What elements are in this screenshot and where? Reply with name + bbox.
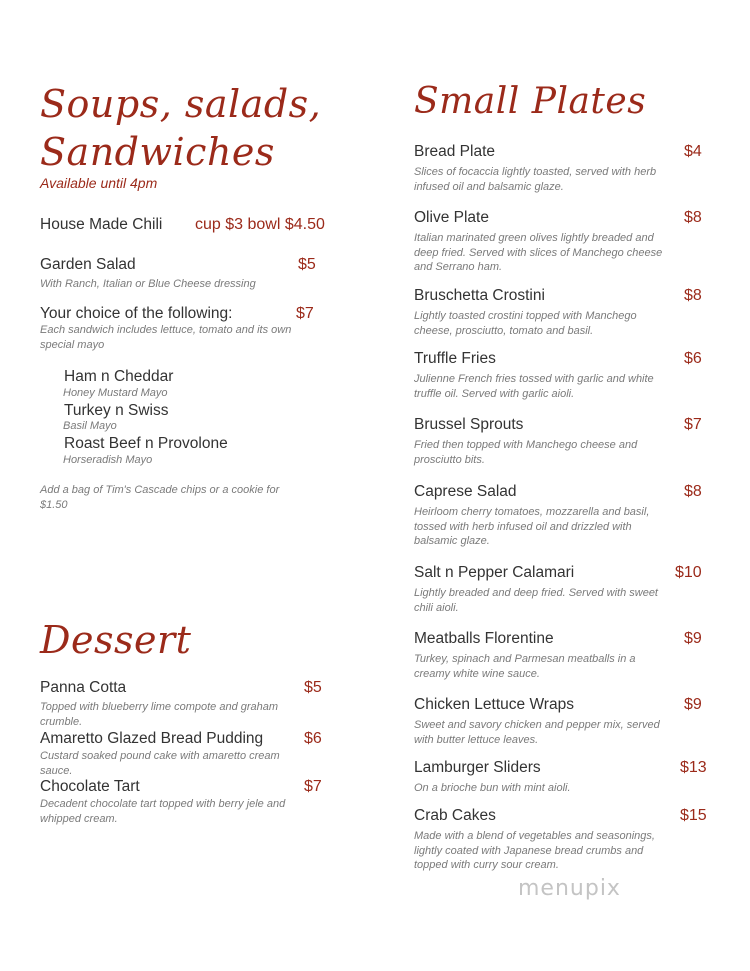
small-plate-desc-line: Slices of focaccia lightly toasted, served with herb bbox=[414, 166, 657, 178]
small-plate-price: $15 bbox=[680, 807, 707, 824]
heading-soups-salads: Soups, salads, bbox=[40, 82, 322, 126]
small-plate-desc-line: cheese, prosciutto, tomato and basil. bbox=[414, 324, 594, 337]
item-desc-garden-salad: With Ranch, Italian or Blue Cheese dressing bbox=[40, 278, 256, 290]
small-plate-desc-line: lightly coated with Japanese bread crumbs and bbox=[414, 844, 644, 857]
small-plate-desc-line: deep fried. Served with slices of Manchego cheese bbox=[414, 246, 663, 259]
heading-small-plates: Small Plates bbox=[414, 81, 647, 122]
item-name-house-made-chili: House Made Chili bbox=[40, 216, 163, 233]
small-plate-desc-line: Lightly breaded and deep fried. Served with sweet bbox=[414, 587, 658, 599]
small-plate-name: Meatballs Florentine bbox=[414, 630, 554, 647]
dessert-item-price: $7 bbox=[304, 778, 322, 795]
item-name-sandwich-choice: Your choice of the following: bbox=[40, 305, 233, 322]
small-plate-price: $8 bbox=[684, 483, 702, 500]
small-plate-desc-line: infused oil and balsamic glaze. bbox=[414, 180, 564, 193]
small-plate-desc-line: Turkey, spinach and Parmesan meatballs in a bbox=[414, 653, 636, 665]
sandwich-mayo: Horseradish Mayo bbox=[63, 454, 153, 466]
dessert-item-desc-line2: crumble. bbox=[40, 716, 83, 728]
item-desc-sandwich-choice-line2: special mayo bbox=[40, 339, 105, 351]
small-plate-price: $8 bbox=[684, 209, 702, 226]
addon-note-line2: $1.50 bbox=[40, 499, 68, 511]
small-plate-desc-line: and Serrano ham. bbox=[414, 261, 503, 273]
sandwich-mayo: Honey Mustard Mayo bbox=[63, 387, 168, 399]
dessert-item-desc-line1: Custard soaked pound cake with amaretto cream bbox=[40, 750, 280, 762]
small-plate-desc-line: topped with curry sour cream. bbox=[414, 859, 559, 871]
small-plate-desc-line: prosciutto bits. bbox=[414, 453, 485, 466]
small-plate-name: Truffle Fries bbox=[414, 350, 496, 367]
heading-dessert: Dessert bbox=[40, 618, 192, 662]
sandwich-name: Turkey n Swiss bbox=[64, 402, 169, 419]
small-plate-name: Bread Plate bbox=[414, 143, 495, 160]
small-plate-price: $4 bbox=[684, 143, 702, 160]
dessert-item-price: $6 bbox=[304, 730, 322, 747]
dessert-item-desc-line1: Decadent chocolate tart topped with berry jele and bbox=[40, 798, 286, 810]
dessert-item-name: Panna Cotta bbox=[40, 679, 127, 696]
item-price-sandwich-choice: $7 bbox=[296, 305, 314, 322]
dessert-item-name: Chocolate Tart bbox=[40, 778, 140, 795]
dessert-item-price: $5 bbox=[304, 679, 322, 696]
small-plate-desc-line: Heirloom cherry tomatoes, mozzarella and basil, bbox=[414, 506, 650, 518]
small-plate-desc-line: chili aioli. bbox=[414, 601, 459, 614]
sandwich-name: Ham n Cheddar bbox=[64, 368, 174, 385]
menupix-watermark: menupix bbox=[518, 876, 621, 901]
small-plate-desc-line: tossed with herb infused oil and drizzled with bbox=[414, 520, 632, 533]
addon-note-line1: Add a bag of Tim's Cascade chips or a cookie for bbox=[40, 484, 280, 496]
small-plate-desc-line: Julienne French fries tossed with garlic and white bbox=[414, 373, 654, 385]
small-plate-price: $9 bbox=[684, 696, 702, 713]
small-plate-price: $10 bbox=[675, 564, 702, 581]
dessert-item-desc-line2: whipped cream. bbox=[40, 813, 118, 825]
small-plate-desc-line: truffle oil. Served with garlic aioli. bbox=[414, 387, 575, 400]
small-plate-desc-line: with butter lettuce leaves. bbox=[414, 733, 539, 746]
small-plate-desc-line: balsamic glaze. bbox=[414, 535, 490, 547]
item-price-garden-salad: $5 bbox=[298, 256, 316, 273]
small-plate-price: $8 bbox=[684, 287, 702, 304]
dessert-item-desc-line1: Topped with blueberry lime compote and graham bbox=[40, 701, 279, 713]
small-plate-price: $6 bbox=[684, 350, 702, 367]
small-plate-price: $13 bbox=[680, 759, 707, 776]
item-desc-sandwich-choice-line1: Each sandwich includes lettuce, tomato and its own bbox=[40, 324, 292, 336]
small-plate-price: $7 bbox=[684, 416, 702, 433]
small-plate-desc-line: Sweet and savory chicken and pepper mix, served bbox=[414, 719, 660, 731]
small-plate-name: Olive Plate bbox=[414, 209, 489, 226]
small-plate-desc-line: Lightly toasted crostini topped with Manchego bbox=[414, 310, 637, 322]
small-plate-price: $9 bbox=[684, 630, 702, 647]
small-plate-desc-line: Italian marinated green olives lightly breaded and bbox=[414, 232, 654, 244]
availability-note: Available until 4pm bbox=[40, 175, 158, 191]
small-plate-name: Chicken Lettuce Wraps bbox=[414, 696, 574, 713]
small-plate-desc-line: Fried then topped with Manchego cheese and bbox=[414, 439, 638, 451]
small-plate-name: Bruschetta Crostini bbox=[414, 287, 545, 304]
small-plate-name: Brussel Sprouts bbox=[414, 416, 524, 433]
dessert-item-name: Amaretto Glazed Bread Pudding bbox=[40, 730, 264, 747]
small-plate-desc-line: On a brioche bun with mint aioli. bbox=[414, 782, 571, 794]
small-plate-desc-line: creamy white wine sauce. bbox=[414, 667, 540, 680]
dessert-item-desc-line2: sauce. bbox=[40, 765, 73, 777]
small-plate-name: Caprese Salad bbox=[414, 483, 517, 500]
item-name-garden-salad: Garden Salad bbox=[40, 256, 136, 273]
small-plate-name: Salt n Pepper Calamari bbox=[414, 564, 575, 581]
sandwich-mayo: Basil Mayo bbox=[63, 420, 117, 432]
small-plate-name: Lamburger Sliders bbox=[414, 759, 541, 776]
heading-sandwiches: Sandwiches bbox=[40, 130, 275, 174]
small-plate-name: Crab Cakes bbox=[414, 807, 496, 824]
small-plate-desc-line: Made with a blend of vegetables and seasonings, bbox=[414, 830, 655, 842]
item-price-house-made-chili: cup $3 bowl $4.50 bbox=[195, 216, 325, 233]
sandwich-name: Roast Beef n Provolone bbox=[64, 435, 228, 452]
